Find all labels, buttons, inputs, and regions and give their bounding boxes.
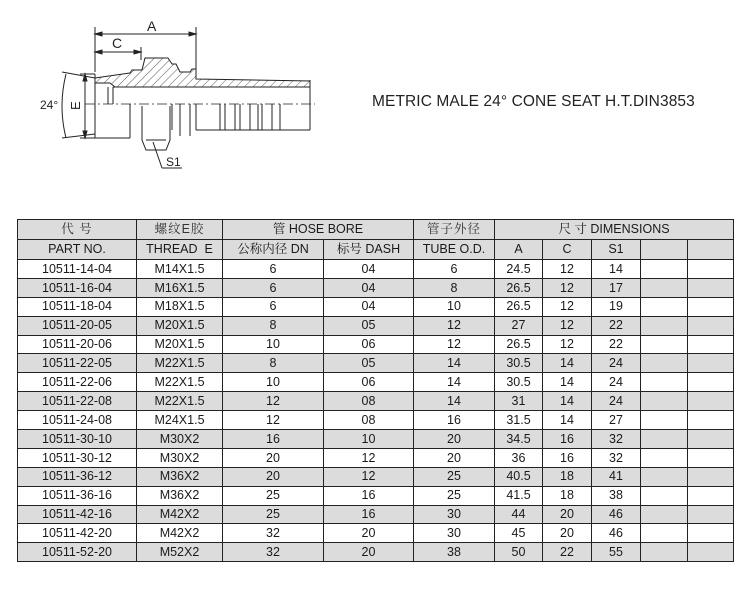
cell-dn: 32 bbox=[223, 543, 324, 562]
cell-a: 26.5 bbox=[495, 335, 543, 354]
cell-empty bbox=[641, 430, 688, 449]
cell-thread: M42X2 bbox=[137, 524, 223, 543]
table-row bbox=[18, 316, 734, 335]
cell-empty bbox=[688, 411, 734, 430]
cell-empty bbox=[641, 486, 688, 505]
table-row bbox=[18, 448, 734, 467]
cell-c: 14 bbox=[543, 373, 592, 392]
cell-dn: 12 bbox=[223, 411, 324, 430]
header-empty-1 bbox=[641, 240, 688, 260]
cell-empty bbox=[688, 448, 734, 467]
cell-s1: 38 bbox=[592, 486, 641, 505]
cell-c: 20 bbox=[543, 524, 592, 543]
cell-c: 12 bbox=[543, 278, 592, 297]
cell-dash: 04 bbox=[324, 297, 414, 316]
cell-a: 41.5 bbox=[495, 486, 543, 505]
header-thread-cn: 螺纹E胶 bbox=[137, 220, 223, 240]
cell-tube: 16 bbox=[414, 411, 495, 430]
cell-part: 10511-14-04 bbox=[18, 260, 137, 279]
cell-dash: 04 bbox=[324, 260, 414, 279]
cell-thread: M42X2 bbox=[137, 505, 223, 524]
cone-angle-label: 24° bbox=[40, 98, 59, 112]
hex-s1-label: S1 bbox=[166, 155, 181, 169]
cell-thread: M30X2 bbox=[137, 448, 223, 467]
cell-part: 10511-16-04 bbox=[18, 278, 137, 297]
cell-empty bbox=[688, 297, 734, 316]
cell-dn: 8 bbox=[223, 316, 324, 335]
cell-empty bbox=[641, 467, 688, 486]
cell-empty bbox=[641, 373, 688, 392]
cell-dn: 10 bbox=[223, 373, 324, 392]
header-a: A bbox=[495, 240, 543, 260]
cell-tube: 20 bbox=[414, 430, 495, 449]
cell-c: 12 bbox=[543, 316, 592, 335]
cell-part: 10511-22-05 bbox=[18, 354, 137, 373]
table-row bbox=[18, 373, 734, 392]
cell-c: 12 bbox=[543, 335, 592, 354]
cell-s1: 14 bbox=[592, 260, 641, 279]
cell-s1: 24 bbox=[592, 354, 641, 373]
cell-dash: 08 bbox=[324, 392, 414, 411]
cell-a: 30.5 bbox=[495, 373, 543, 392]
cell-dash: 16 bbox=[324, 486, 414, 505]
cell-empty bbox=[641, 335, 688, 354]
cell-a: 27 bbox=[495, 316, 543, 335]
cell-c: 18 bbox=[543, 467, 592, 486]
cell-thread: M18X1.5 bbox=[137, 297, 223, 316]
cell-empty bbox=[641, 316, 688, 335]
cell-dn: 6 bbox=[223, 260, 324, 279]
cell-empty bbox=[641, 392, 688, 411]
cell-c: 14 bbox=[543, 411, 592, 430]
cell-c: 16 bbox=[543, 448, 592, 467]
cell-c: 22 bbox=[543, 543, 592, 562]
cell-empty bbox=[641, 354, 688, 373]
cell-dn: 32 bbox=[223, 524, 324, 543]
cell-dn: 20 bbox=[223, 448, 324, 467]
cell-empty bbox=[641, 448, 688, 467]
cell-s1: 46 bbox=[592, 524, 641, 543]
cell-tube: 12 bbox=[414, 316, 495, 335]
cell-thread: M14X1.5 bbox=[137, 260, 223, 279]
header-tube-od-cn: 管子外径 bbox=[414, 220, 495, 240]
cell-dn: 6 bbox=[223, 278, 324, 297]
cell-tube: 25 bbox=[414, 486, 495, 505]
header-dn: 公称内径 DN bbox=[223, 240, 324, 260]
table-row bbox=[18, 505, 734, 524]
cell-tube: 20 bbox=[414, 448, 495, 467]
table-row bbox=[18, 392, 734, 411]
cell-dash: 05 bbox=[324, 316, 414, 335]
cell-part: 10511-22-06 bbox=[18, 373, 137, 392]
table-row bbox=[18, 260, 734, 279]
cell-s1: 22 bbox=[592, 335, 641, 354]
cell-empty bbox=[641, 278, 688, 297]
cell-dash: 05 bbox=[324, 354, 414, 373]
cell-a: 30.5 bbox=[495, 354, 543, 373]
cell-tube: 14 bbox=[414, 392, 495, 411]
fitting-cross-section-drawing bbox=[0, 0, 360, 200]
table-row bbox=[18, 297, 734, 316]
cell-empty bbox=[688, 260, 734, 279]
cell-c: 12 bbox=[543, 297, 592, 316]
cell-tube: 14 bbox=[414, 373, 495, 392]
cell-a: 34.5 bbox=[495, 430, 543, 449]
header-thread: THREAD E bbox=[137, 240, 223, 260]
cell-thread: M22X1.5 bbox=[137, 373, 223, 392]
cell-empty bbox=[688, 354, 734, 373]
cell-thread: M30X2 bbox=[137, 430, 223, 449]
cell-empty bbox=[641, 411, 688, 430]
cell-thread: M24X1.5 bbox=[137, 411, 223, 430]
cell-empty bbox=[688, 373, 734, 392]
dimension-c-label: C bbox=[112, 35, 123, 51]
cell-part: 10511-24-08 bbox=[18, 411, 137, 430]
cell-empty bbox=[688, 316, 734, 335]
cell-tube: 30 bbox=[414, 524, 495, 543]
header-dash: 标号 DASH bbox=[324, 240, 414, 260]
cell-c: 14 bbox=[543, 354, 592, 373]
cell-s1: 19 bbox=[592, 297, 641, 316]
cell-s1: 17 bbox=[592, 278, 641, 297]
cell-a: 44 bbox=[495, 505, 543, 524]
cell-c: 20 bbox=[543, 505, 592, 524]
header-empty-2 bbox=[688, 240, 734, 260]
cell-empty bbox=[641, 297, 688, 316]
cell-empty bbox=[688, 486, 734, 505]
cell-dn: 20 bbox=[223, 467, 324, 486]
cell-empty bbox=[641, 543, 688, 562]
cell-tube: 14 bbox=[414, 354, 495, 373]
cell-dash: 16 bbox=[324, 505, 414, 524]
cell-empty bbox=[641, 505, 688, 524]
cell-s1: 46 bbox=[592, 505, 641, 524]
cell-dn: 8 bbox=[223, 354, 324, 373]
header-dimensions: 尺 寸 DIMENSIONS bbox=[495, 220, 734, 240]
cell-thread: M36X2 bbox=[137, 486, 223, 505]
cell-empty bbox=[688, 467, 734, 486]
cell-empty bbox=[688, 335, 734, 354]
cell-s1: 24 bbox=[592, 373, 641, 392]
cell-dash: 04 bbox=[324, 278, 414, 297]
cell-a: 31.5 bbox=[495, 411, 543, 430]
header-c: C bbox=[543, 240, 592, 260]
thread-e-label: E bbox=[68, 101, 83, 110]
cell-dn: 25 bbox=[223, 486, 324, 505]
cell-thread: M36X2 bbox=[137, 467, 223, 486]
cell-dash: 20 bbox=[324, 524, 414, 543]
cell-dash: 12 bbox=[324, 467, 414, 486]
cell-part: 10511-42-16 bbox=[18, 505, 137, 524]
cell-part: 10511-36-16 bbox=[18, 486, 137, 505]
cell-tube: 6 bbox=[414, 260, 495, 279]
cell-part: 10511-20-05 bbox=[18, 316, 137, 335]
cell-a: 26.5 bbox=[495, 278, 543, 297]
cell-s1: 24 bbox=[592, 392, 641, 411]
cell-a: 31 bbox=[495, 392, 543, 411]
cell-tube: 8 bbox=[414, 278, 495, 297]
table-row bbox=[18, 543, 734, 562]
cell-empty bbox=[641, 260, 688, 279]
cell-s1: 41 bbox=[592, 467, 641, 486]
cell-tube: 30 bbox=[414, 505, 495, 524]
cell-tube: 38 bbox=[414, 543, 495, 562]
cell-s1: 55 bbox=[592, 543, 641, 562]
cell-empty bbox=[688, 278, 734, 297]
cell-dn: 10 bbox=[223, 335, 324, 354]
cell-s1: 27 bbox=[592, 411, 641, 430]
table-row bbox=[18, 430, 734, 449]
table-row bbox=[18, 411, 734, 430]
cell-thread: M20X1.5 bbox=[137, 335, 223, 354]
cell-a: 36 bbox=[495, 448, 543, 467]
cell-a: 45 bbox=[495, 524, 543, 543]
cell-dash: 06 bbox=[324, 335, 414, 354]
table-row bbox=[18, 467, 734, 486]
dimension-a-label: A bbox=[147, 18, 157, 34]
dimensions-table bbox=[17, 219, 734, 562]
cell-part: 10511-18-04 bbox=[18, 297, 137, 316]
cell-empty bbox=[688, 524, 734, 543]
cell-thread: M20X1.5 bbox=[137, 316, 223, 335]
cell-part: 10511-52-20 bbox=[18, 543, 137, 562]
header-part-no-cn: 代 号 bbox=[18, 220, 137, 240]
product-title: METRIC MALE 24° CONE SEAT H.T.DIN3853 bbox=[372, 93, 695, 110]
table-row bbox=[18, 335, 734, 354]
cell-dash: 20 bbox=[324, 543, 414, 562]
cell-empty bbox=[688, 543, 734, 562]
cell-a: 26.5 bbox=[495, 297, 543, 316]
cell-s1: 32 bbox=[592, 430, 641, 449]
cell-empty bbox=[688, 505, 734, 524]
cell-dash: 06 bbox=[324, 373, 414, 392]
cell-a: 40.5 bbox=[495, 467, 543, 486]
cell-part: 10511-42-20 bbox=[18, 524, 137, 543]
cell-part: 10511-30-10 bbox=[18, 430, 137, 449]
cell-dn: 6 bbox=[223, 297, 324, 316]
cell-part: 10511-20-06 bbox=[18, 335, 137, 354]
cell-tube: 25 bbox=[414, 467, 495, 486]
cell-s1: 22 bbox=[592, 316, 641, 335]
table-row bbox=[18, 354, 734, 373]
cell-thread: M16X1.5 bbox=[137, 278, 223, 297]
cell-s1: 32 bbox=[592, 448, 641, 467]
table-row bbox=[18, 278, 734, 297]
cell-c: 18 bbox=[543, 486, 592, 505]
cell-thread: M22X1.5 bbox=[137, 392, 223, 411]
cell-thread: M52X2 bbox=[137, 543, 223, 562]
cell-c: 14 bbox=[543, 392, 592, 411]
cell-empty bbox=[641, 524, 688, 543]
cell-thread: M22X1.5 bbox=[137, 354, 223, 373]
header-hose-bore: 管 HOSE BORE bbox=[223, 220, 414, 240]
table-row bbox=[18, 524, 734, 543]
cell-tube: 12 bbox=[414, 335, 495, 354]
cell-empty bbox=[688, 392, 734, 411]
cell-dash: 08 bbox=[324, 411, 414, 430]
cell-c: 16 bbox=[543, 430, 592, 449]
cell-dn: 16 bbox=[223, 430, 324, 449]
cell-part: 10511-36-12 bbox=[18, 467, 137, 486]
cell-c: 12 bbox=[543, 260, 592, 279]
table-row bbox=[18, 486, 734, 505]
cell-dash: 12 bbox=[324, 448, 414, 467]
header-part-no: PART NO. bbox=[18, 240, 137, 260]
header-tube-od: TUBE O.D. bbox=[414, 240, 495, 260]
cell-dash: 10 bbox=[324, 430, 414, 449]
cell-part: 10511-30-12 bbox=[18, 448, 137, 467]
cell-a: 50 bbox=[495, 543, 543, 562]
cell-a: 24.5 bbox=[495, 260, 543, 279]
cell-dn: 25 bbox=[223, 505, 324, 524]
cell-dn: 12 bbox=[223, 392, 324, 411]
cell-empty bbox=[688, 430, 734, 449]
cell-tube: 10 bbox=[414, 297, 495, 316]
cell-part: 10511-22-08 bbox=[18, 392, 137, 411]
header-s1: S1 bbox=[592, 240, 641, 260]
